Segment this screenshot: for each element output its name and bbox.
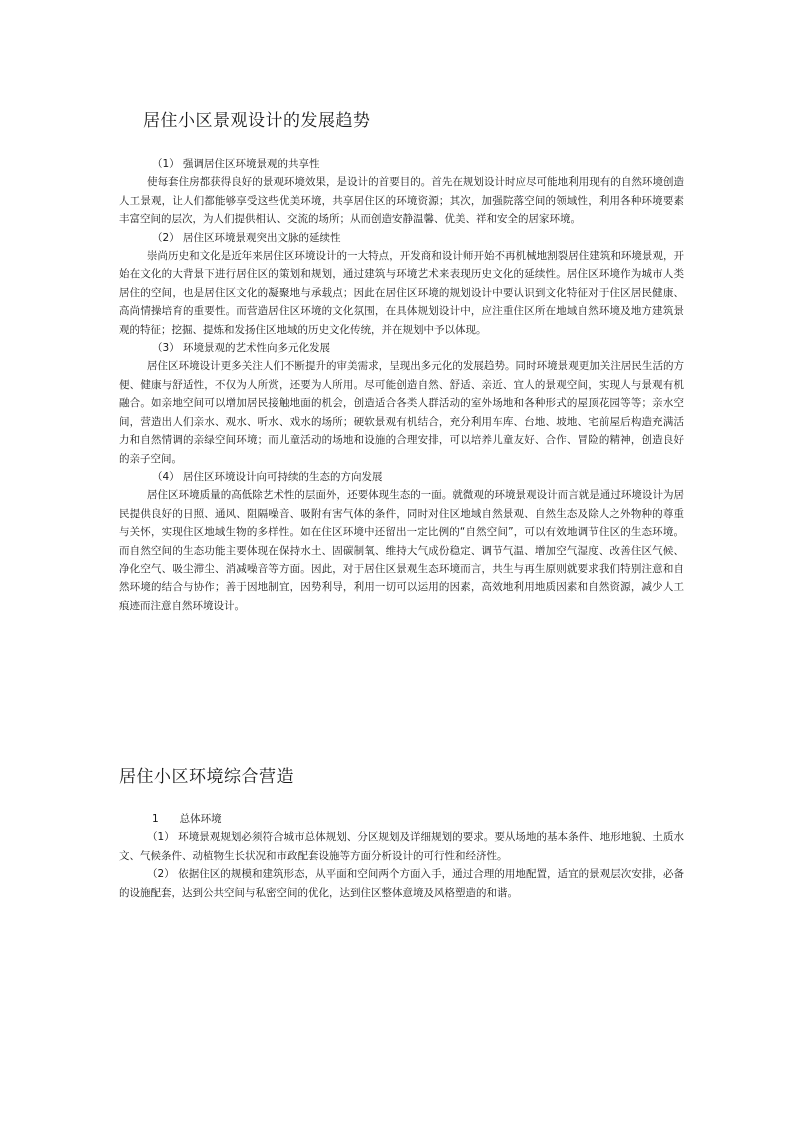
subheading: 1 总体环境 — [152, 813, 222, 825]
subheading: （3） 环境景观的艺术性向多元化发展 — [152, 342, 331, 355]
section-body-development-trends — [119, 155, 684, 615]
paragraph: （1） 环境景观规划必须符合城市总体规划、分区规划及详细规划的要求。要从场地的基本条件、地形地貌、土质水文、气候条件、动植物生长状况和市政配套设施等方面分析设计的可行性和经济性。 — [119, 831, 684, 862]
subheading: （1） 强调居住区环境景观的共享性 — [152, 158, 320, 170]
section-title-development-trends: 居住小区景观设计的发展趋势 — [143, 111, 371, 131]
section-title-environment-construction: 居住小区环境综合营造 — [119, 767, 294, 787]
paragraph: 居住区环境设计更多关注人们不断提升的审美需求，呈现出多元化的发展趋势。同时环境景观更加关注居民生活的方便、健康与舒适性，不仅为人所赏，还要为人所用。尽可能创造自然、舒适、亲近、宜人的景观空间，实现人与景观有机融合。如亲地空间可以增加居民接触地面的机会，创造适合各类人群活动的室外场地和各种形式的屋顶花园等等；亲水空间，营造出人们亲水、观水、听水、戏水的场所；硬软景观有机结合，充分利用车库、台地、坡地、宅前屋后构造充满活力和自然情调的亲绿空间环境；而儿童活动的场地和设施的合理安排，可以培养儿童友好、合作、冒险的精神，创造良好的亲子空间。 — [119, 360, 684, 465]
paragraph: （2） 依据住区的规模和建筑形态，从平面和空间两个方面入手，通过合理的用地配置，适宜的景观层次安排，必备的设施配套，达到公共空间与私密空间的优化，达到住区整体意境及风格塑造的和谐。 — [119, 868, 684, 899]
paragraph: 使每套住房都获得良好的景观环境效果，是设计的首要目的。首先在规划设计时应尽可能地利用现有的自然环境创造人工景观，让人们都能够享受这些优美环境，共享居住区的环境资源；其次，加强院落空间的领域性，利用各种环境要素丰富空间的层次，为人们提供相认、交流的场所；从而创造安静温馨、优美、祥和安全的居家环境。 — [119, 176, 684, 226]
section-body-environment-construction — [119, 810, 684, 902]
subheading: （2） 居住区环境景观突出文脉的延续性 — [152, 231, 341, 244]
paragraph: 崇尚历史和文化是近年来居住区环境设计的一大特点，开发商和设计师开始不再机械地割裂居住建筑和环境景观，开始在文化的大背景下进行居住区的策划和规划，通过建筑与环境艺术来表现历史文化的延续性。居住区环境作为城市人类居住的空间，也是居住区文化的凝聚地与承载点；因此在居住区环境的规划设计中要认识到文化特征对于住区居民健康、高尚情操培育的重要性。而营造居住区环境的文化氛围，在具体规划设计中，应注重住区所在地域自然环境及地方建筑景观的特征；挖掘、提炼和发扬住区地域的历史文化传统，并在规划中予以体现。 — [119, 250, 684, 336]
paragraph: 居住区环境质量的高低除艺术性的层面外，还要体现生态的一面。就微观的环境景观设计而言就是通过环境设计为居民提供良好的日照、通风、阻隔噪音、吸附有害气体的条件，同时对住区地域自然景观、自然生态及除人之外物种的尊重与关怀，实现住区地域生物的多样性。如在住区环境中还留出一定比例的“自然空间”，可以有效地调节住区的生态环境。而自然空间的生态功能主要体现在保持水土、固碳制氧、维持大气成份稳定、调节气温、增加空气湿度、改善住区气候、净化空气、吸尘滞尘、消减噪音等方面。因此，对于居住区景观生态环境而言，共生与再生原则就要求我们特别注意和自然环境的结合与协作；善于因地制宜，因势利导，利用一切可以运用的因素，高效地利用地质因素和自然资源，减少人工痕迹而注意自然环境设计。 — [119, 489, 684, 612]
subheading: （4） 居住区环境设计向可持续的生态的方向发展 — [152, 470, 383, 483]
